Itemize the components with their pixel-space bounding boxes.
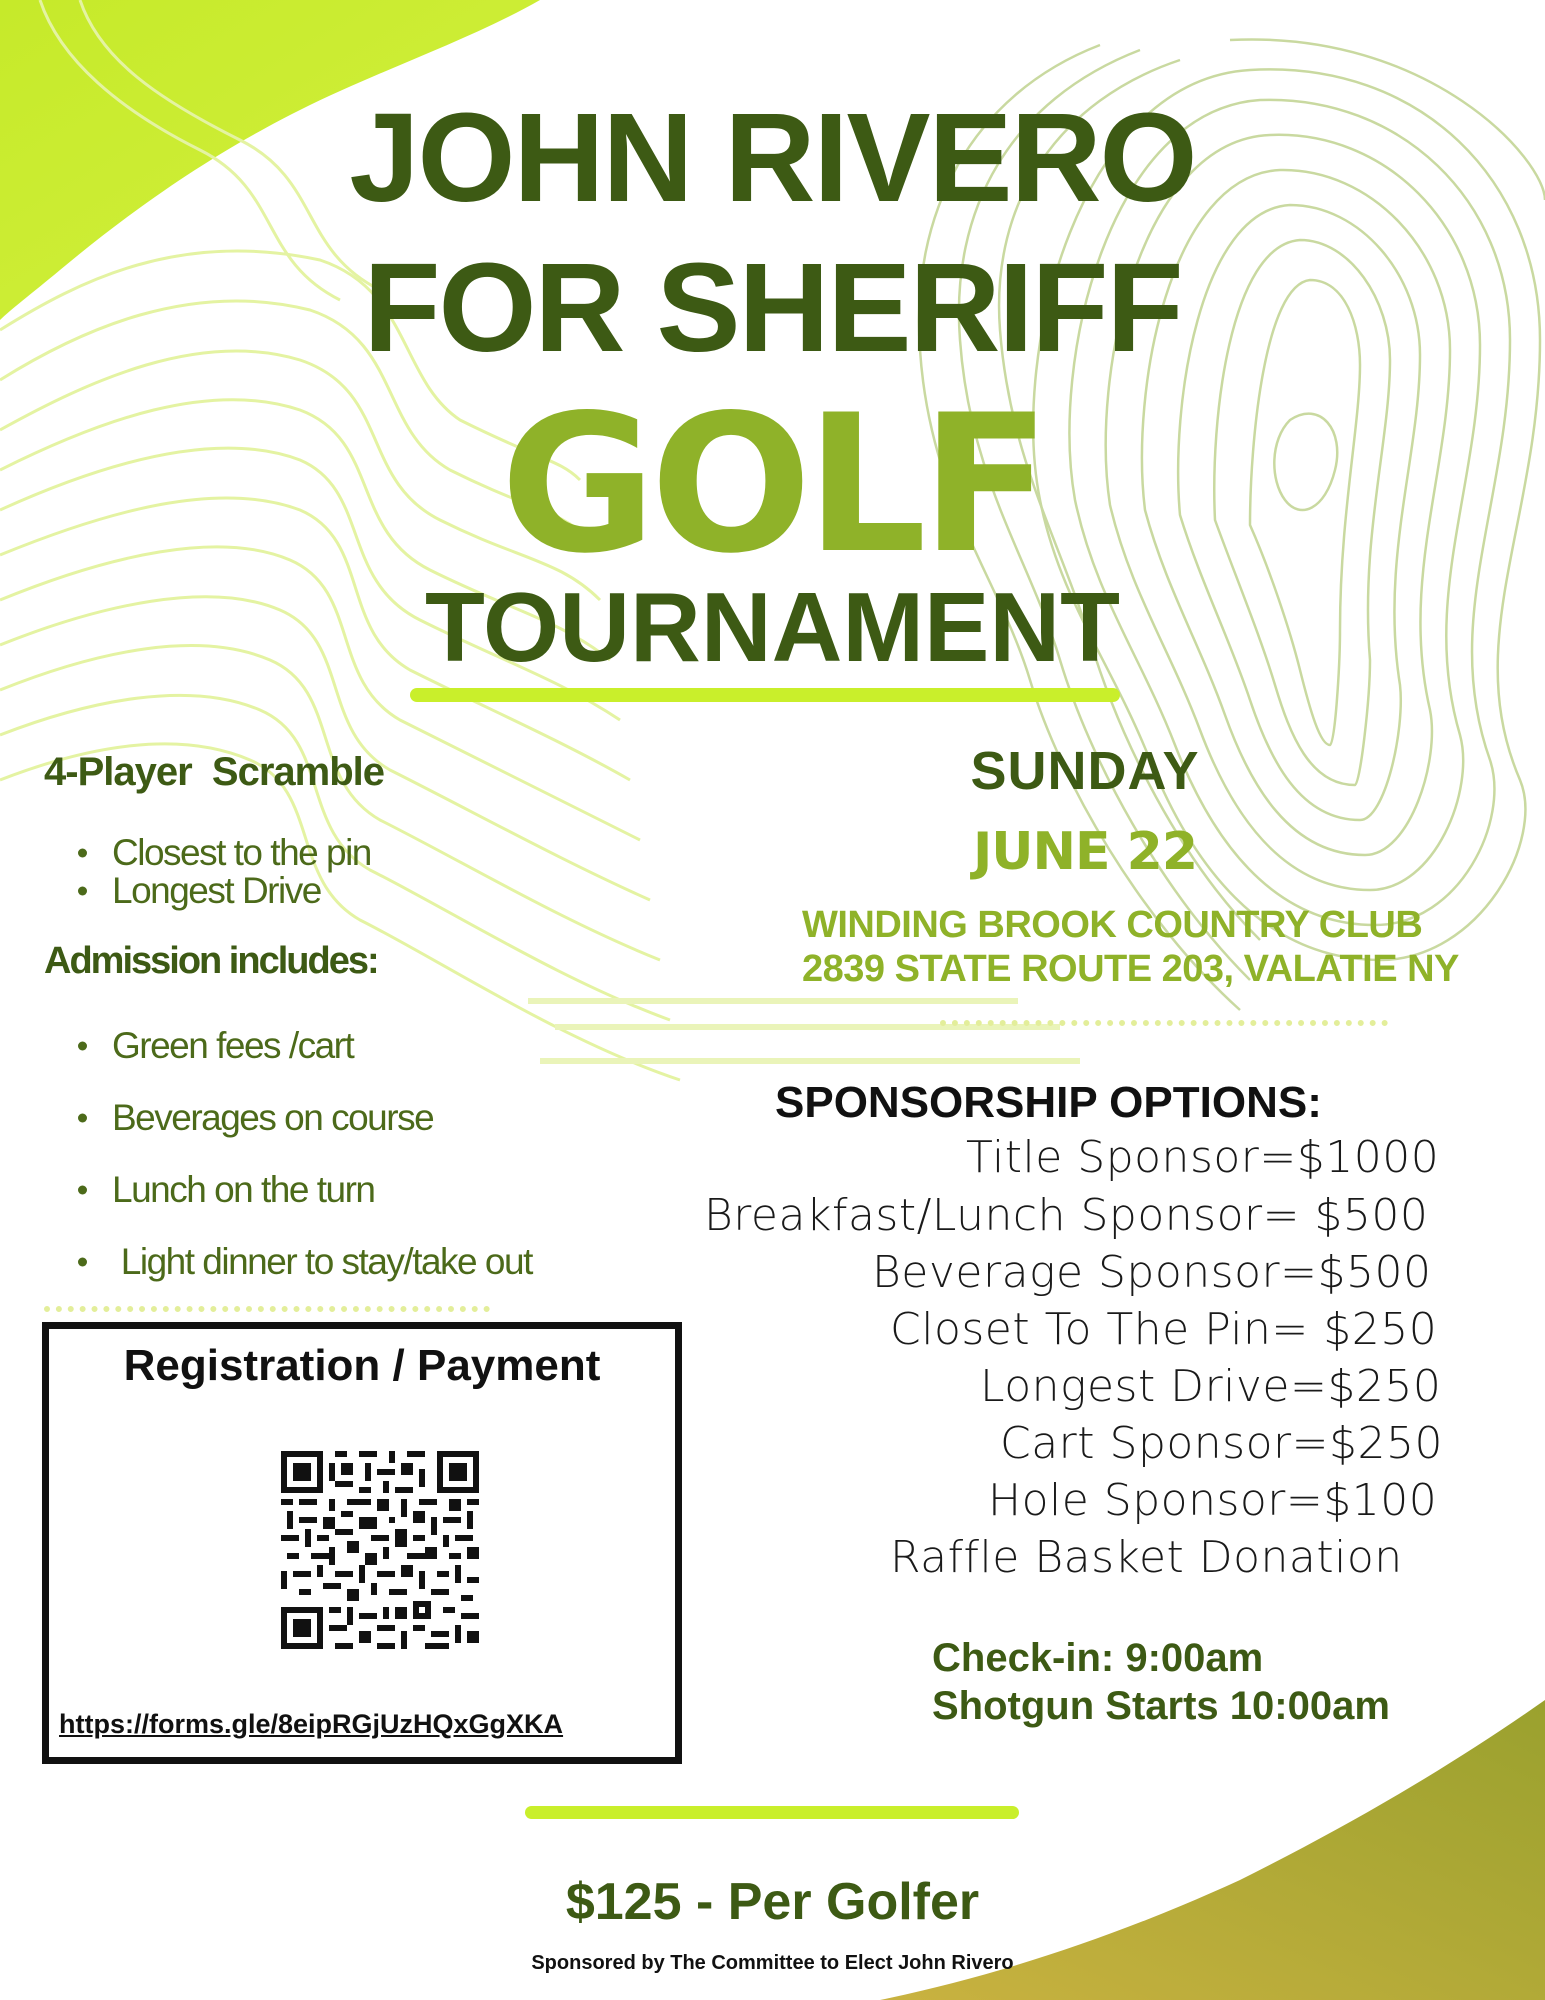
format-list bbox=[44, 834, 604, 910]
title-golf: GOLF bbox=[500, 374, 1045, 595]
sponsor-option: Raffle Basket Donation bbox=[890, 1532, 1403, 1583]
admission-item: Lunch on the turn bbox=[44, 1154, 644, 1226]
title-line-1: JOHN RIVERO bbox=[349, 87, 1196, 228]
sponsorship-heading: SPONSORSHIP OPTIONS: bbox=[775, 1078, 1322, 1127]
admission-item: Beverages on course bbox=[44, 1082, 644, 1154]
title-underline bbox=[410, 688, 1120, 702]
right-divider bbox=[940, 1020, 1388, 1026]
title-line-4: TOURNAMENT bbox=[424, 572, 1121, 682]
price: $125 - Per Golfer bbox=[565, 1873, 980, 1931]
registration-box bbox=[42, 1322, 682, 1764]
sponsor-option: Closet To The Pin= $250 bbox=[890, 1304, 1438, 1355]
decor-rule bbox=[540, 1058, 1080, 1064]
sponsor-option: Longest Drive=$250 bbox=[980, 1361, 1442, 1412]
registration-heading: Registration / Payment bbox=[123, 1341, 601, 1390]
price-underline bbox=[525, 1806, 1019, 1819]
sponsor-option: Title Sponsor=$1000 bbox=[966, 1132, 1440, 1183]
format-heading: 4-Player Scramble bbox=[44, 750, 384, 794]
qr-code-icon[interactable] bbox=[281, 1451, 479, 1649]
admission-item: Green fees /cart bbox=[44, 1010, 644, 1082]
sponsor-option: Beverage Sponsor=$500 bbox=[872, 1247, 1432, 1298]
left-divider bbox=[44, 1306, 490, 1312]
sponsor-option: Breakfast/Lunch Sponsor= $500 bbox=[704, 1190, 1429, 1241]
admission-heading: Admission includes: bbox=[44, 940, 378, 982]
admission-item: Light dinner to stay/take out bbox=[44, 1226, 644, 1298]
admission-list bbox=[44, 1010, 644, 1298]
checkin-time: Check-in: 9:00am bbox=[932, 1636, 1264, 1680]
event-venue: WINDING BROOK COUNTRY CLUB bbox=[802, 904, 1423, 946]
footer-sponsor-note: Sponsored by The Committee to Elect John Rivero bbox=[531, 1952, 1014, 1974]
title-line-2: FOR SHERIFF bbox=[363, 237, 1182, 378]
event-day: SUNDAY bbox=[970, 741, 1200, 801]
format-item: Longest Drive bbox=[44, 872, 604, 910]
shotgun-time: Shotgun Starts 10:00am bbox=[932, 1684, 1390, 1728]
sponsor-option: Hole Sponsor=$100 bbox=[988, 1475, 1438, 1526]
event-address: 2839 STATE ROUTE 203, VALATIE NY bbox=[802, 948, 1459, 990]
decor-rule bbox=[528, 998, 1018, 1004]
event-date: JUNE 22 bbox=[972, 822, 1198, 882]
registration-link[interactable]: https://forms.gle/8eipRGjUzHQxGgXKA bbox=[59, 1709, 564, 1739]
format-item: Closest to the pin bbox=[44, 834, 604, 872]
sponsor-option: Cart Sponsor=$250 bbox=[1000, 1418, 1443, 1469]
